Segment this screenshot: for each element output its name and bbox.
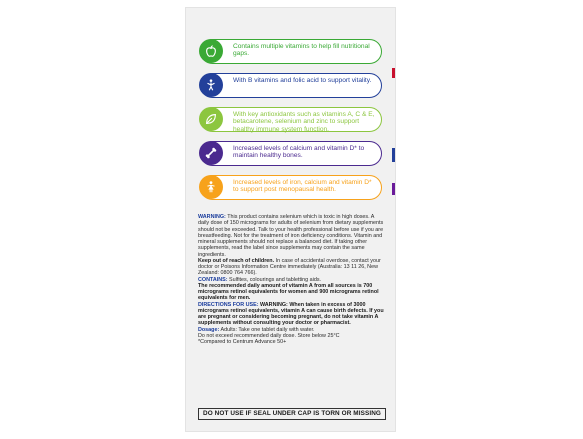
storage-text: Do not exceed recommended daily dose. Store below 25°C — [198, 332, 340, 339]
benefit-vitality — [200, 73, 382, 98]
benefit-text: With key antioxidants such as vitamins A, C & E, betacarotene, selenium and zinc to support healthy immune system function. — [233, 111, 375, 133]
benefits-list — [200, 39, 382, 209]
warning-paragraph — [198, 214, 386, 258]
reach-label: Keep out of reach of children. — [198, 257, 275, 264]
benefit-immune — [200, 107, 382, 132]
footnote-text: *Compared to Centrum Advance 50+ — [198, 339, 287, 345]
seal-warning-box: DO NOT USE IF SEAL UNDER CAP IS TORN OR MISSING — [198, 408, 386, 420]
dosage-text: Adults: Take one tablet daily with water. — [219, 326, 315, 333]
reach-paragraph — [198, 258, 386, 277]
vitamin-a-note: The recommended daily amount of vitamin A from all sources is 700 micrograms retinol equivalents for women and 900 micrograms retinol equivalents for men. — [198, 282, 379, 302]
benefit-menopause — [200, 175, 382, 200]
bone-icon — [199, 141, 223, 165]
dosage-label: Dosage: — [198, 326, 220, 333]
warnings-panel — [198, 214, 386, 345]
contains-text: Sulfites, colourings and tabletting aids. — [227, 276, 322, 283]
benefit-text: Increased levels of iron, calcium and vitamin D* to support post menopausal health. — [233, 179, 372, 194]
edge-accent-blue — [392, 148, 395, 162]
leaf-icon — [199, 107, 223, 131]
benefit-text: Increased levels of calcium and vitamin D* to maintain healthy bones. — [233, 145, 365, 160]
apple-icon — [199, 39, 223, 63]
warning-label: WARNING: — [198, 214, 226, 220]
benefit-bones — [200, 141, 382, 166]
warning-text: This product contains selenium which is toxic in high doses. A daily dose of 150 micrograms for adults of selenium from dietary supplements should not be exceeded. Talk to your health professional before use if you are breastfeeding. Not for the treatment of iron deficiency conditions. Vitamin and mineral supplements should not replace a balanced diet. If taking other supplements, read the label since supplements may contain the same ingredients. — [198, 214, 384, 258]
reach-text: In case of accidental overdose, contact your doctor or Poisons Information Centre immediately (Australia: 13 11 26, New Zealand: 0800 764 766). — [198, 257, 381, 277]
energy-icon — [199, 73, 223, 97]
directions-paragraph — [198, 302, 386, 327]
directions-label: DIRECTIONS FOR USE: — [198, 301, 259, 308]
contains-label: CONTAINS: — [198, 276, 228, 283]
edge-accent-red — [392, 68, 395, 78]
product-box-side-panel — [186, 8, 395, 431]
directions-text: WARNING: When taken in excess of 3000 micrograms retinol equivalents, vitamin A can cause birth defects. If you are pregnant or considering becoming pregnant, do not take vitamin A supplements without consulting your doctor or pharmacist. — [198, 301, 384, 327]
benefit-text: Contains multiple vitamins to help fill nutritional gaps. — [233, 43, 370, 58]
benefit-multivitamin — [200, 39, 382, 64]
woman-icon — [199, 175, 223, 199]
edge-accent-purple — [392, 183, 395, 195]
benefit-text: With B vitamins and folic acid to support vitality. — [233, 77, 372, 84]
